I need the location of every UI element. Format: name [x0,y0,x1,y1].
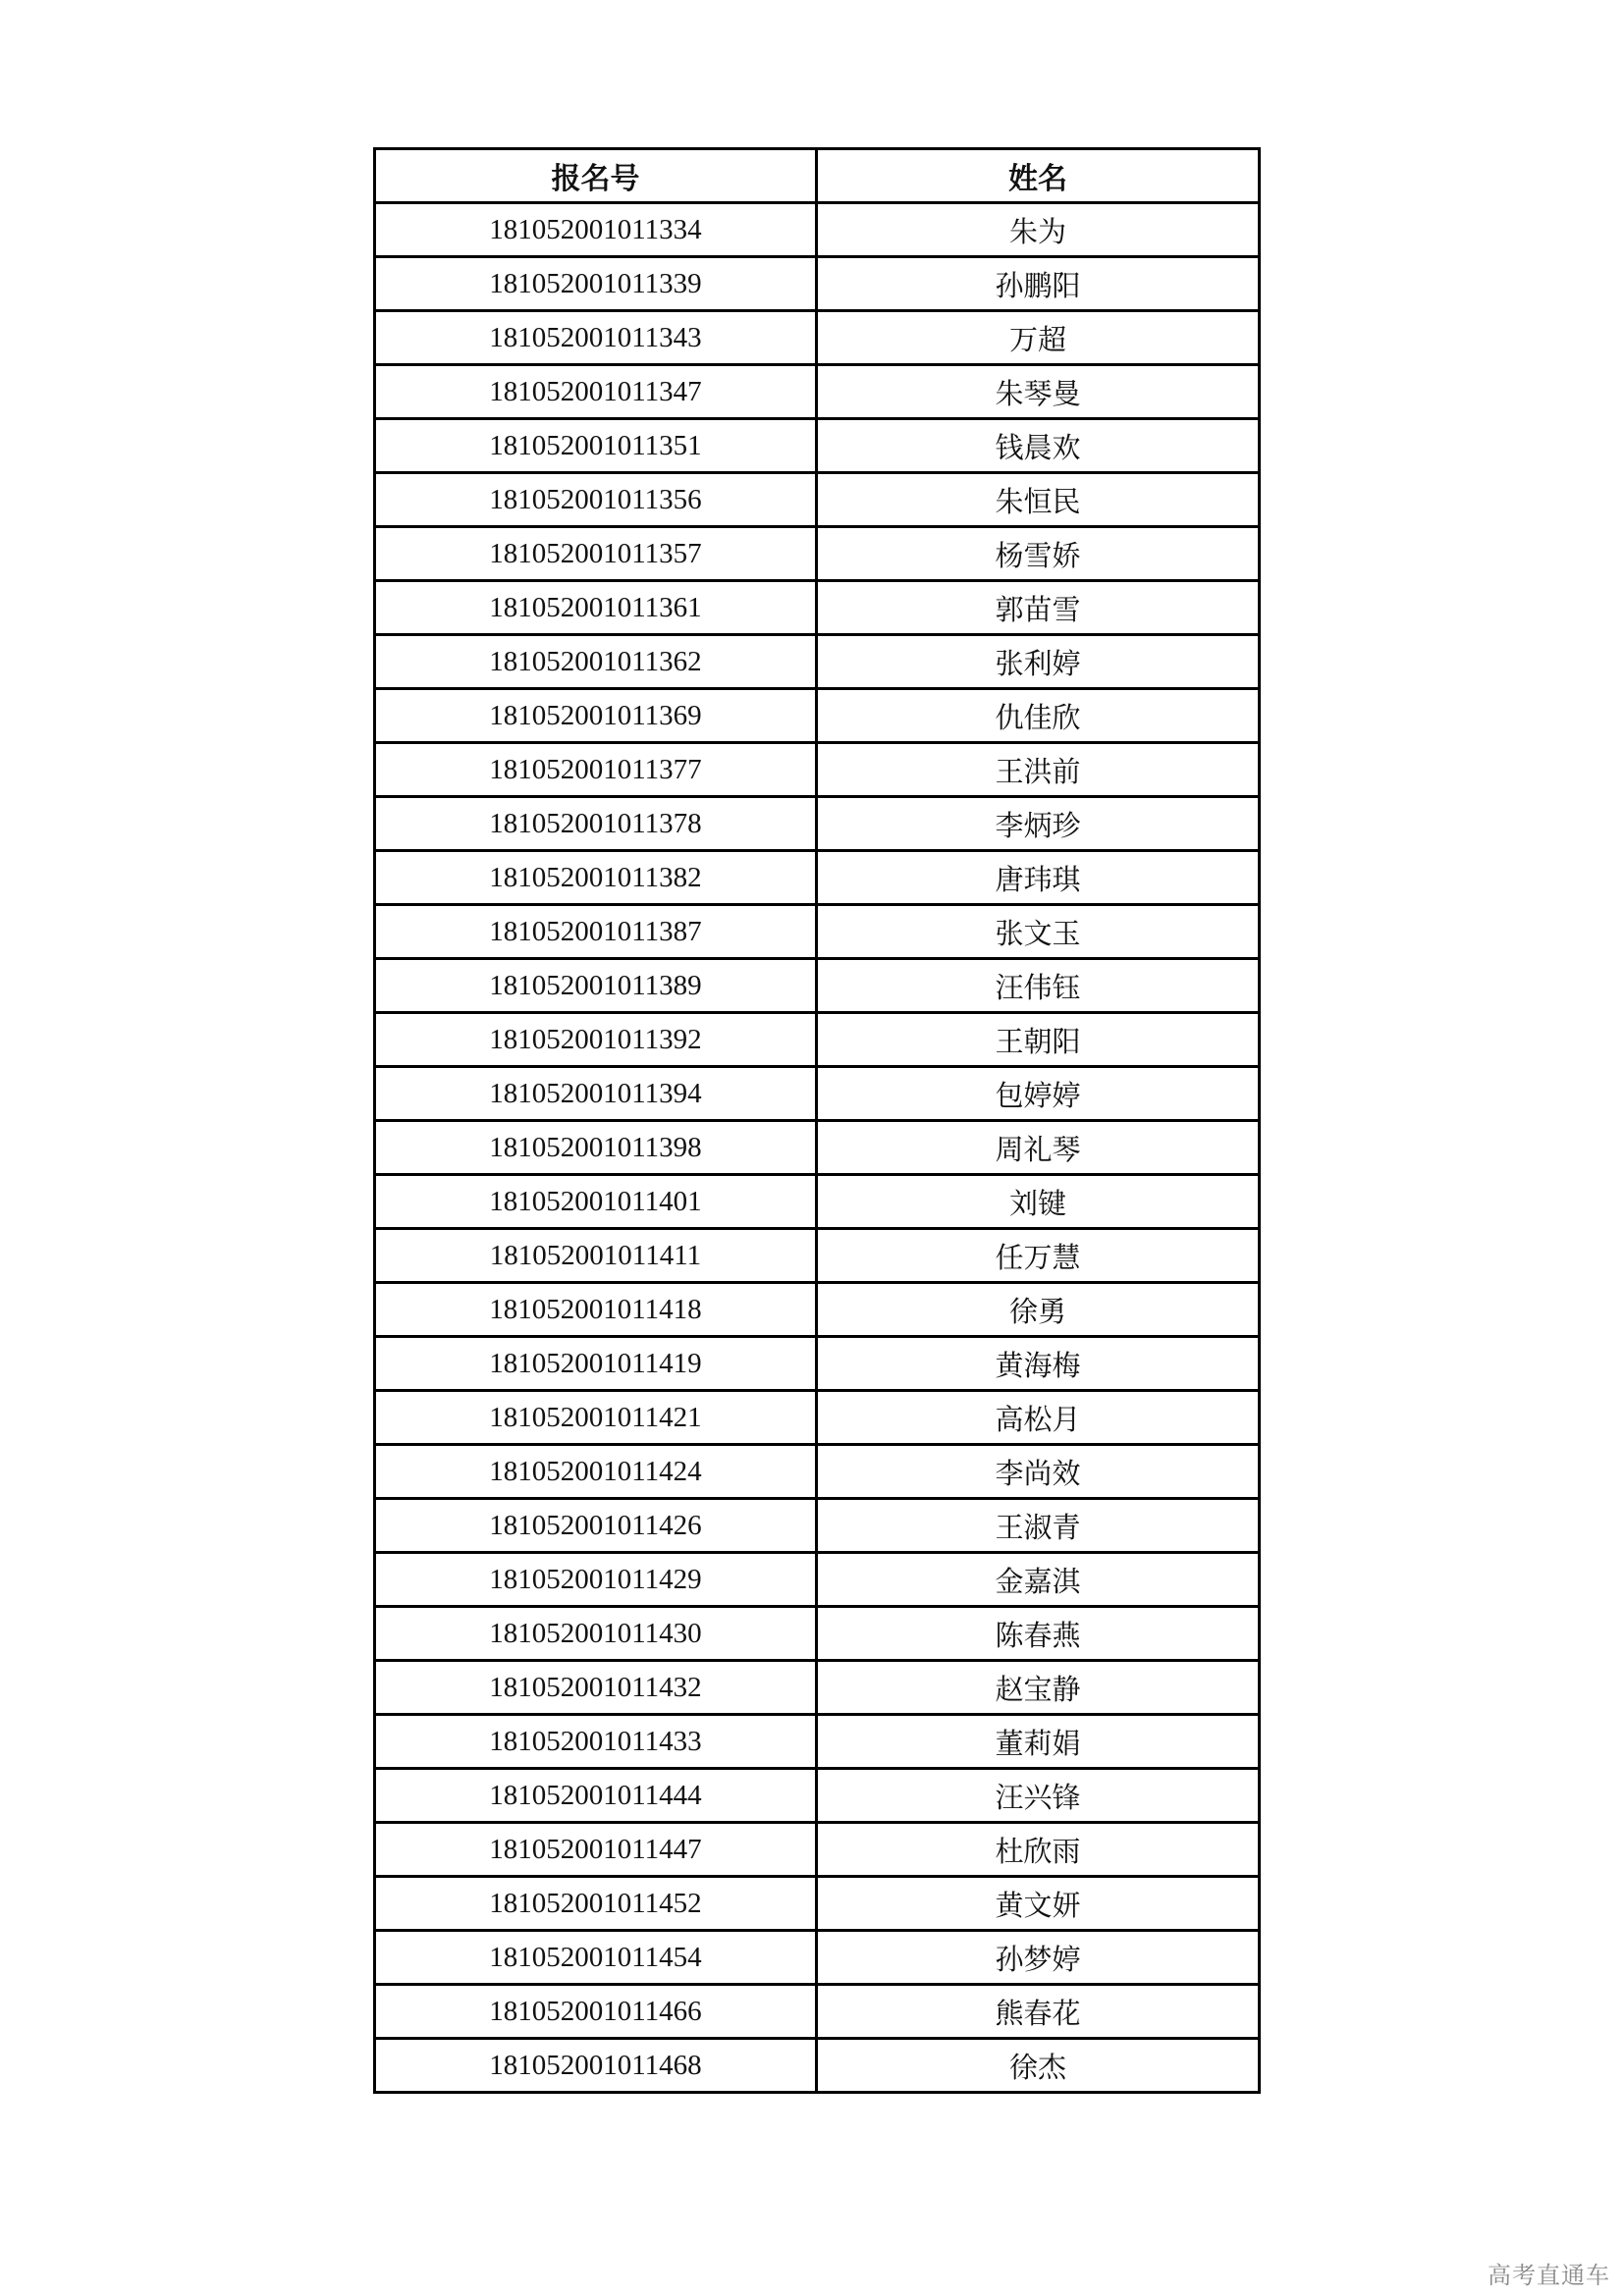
table-row [375,1337,1260,1391]
table-row [375,959,1260,1013]
registration-number-cell: 181052001011351 [375,419,817,473]
registration-number-cell: 181052001011394 [375,1067,817,1121]
table-row [375,1121,1260,1175]
name-cell: 汪伟钰 [816,959,1259,1013]
name-cell: 钱晨欢 [816,419,1259,473]
registration-number-cell: 181052001011347 [375,365,817,419]
name-cell: 汪兴锋 [816,1769,1259,1823]
header-registration-number: 报名号 [375,149,817,203]
registration-number-cell: 181052001011382 [375,851,817,905]
name-cell: 王洪前 [816,743,1259,797]
name-cell: 李炳珍 [816,797,1259,851]
table-row [375,1877,1260,1931]
name-cell: 王朝阳 [816,1013,1259,1067]
table-row [375,743,1260,797]
table-row [375,2039,1260,2093]
registration-number-cell: 181052001011339 [375,257,817,311]
name-cell: 杜欣雨 [816,1823,1259,1877]
table-row [375,1445,1260,1499]
name-cell: 仇佳欣 [816,689,1259,743]
name-cell: 徐杰 [816,2039,1259,2093]
table-row [375,527,1260,581]
name-cell: 李尚效 [816,1445,1259,1499]
table-row [375,1553,1260,1607]
name-cell: 熊春花 [816,1985,1259,2039]
registration-number-cell: 181052001011369 [375,689,817,743]
name-cell: 孙鹏阳 [816,257,1259,311]
registration-number-cell: 181052001011334 [375,203,817,257]
registration-number-cell: 181052001011401 [375,1175,817,1229]
registration-number-cell: 181052001011444 [375,1769,817,1823]
name-cell: 王淑青 [816,1499,1259,1553]
name-cell: 张利婷 [816,635,1259,689]
registration-number-cell: 181052001011357 [375,527,817,581]
table-row [375,1013,1260,1067]
name-cell: 黄海梅 [816,1337,1259,1391]
name-cell: 张文玉 [816,905,1259,959]
table-row [375,689,1260,743]
name-cell: 任万慧 [816,1229,1259,1283]
table-header-row [375,149,1260,203]
name-cell: 黄文妍 [816,1877,1259,1931]
registration-number-cell: 181052001011418 [375,1283,817,1337]
header-name: 姓名 [816,149,1259,203]
table-row [375,1175,1260,1229]
name-cell: 朱为 [816,203,1259,257]
registration-number-cell: 181052001011466 [375,1985,817,2039]
table-row [375,473,1260,527]
name-cell: 赵宝静 [816,1661,1259,1715]
registration-number-cell: 181052001011387 [375,905,817,959]
table-row [375,257,1260,311]
table-row [375,1823,1260,1877]
registration-number-cell: 181052001011433 [375,1715,817,1769]
registration-number-cell: 181052001011426 [375,1499,817,1553]
registration-number-cell: 181052001011430 [375,1607,817,1661]
name-cell: 孙梦婷 [816,1931,1259,1985]
table-row [375,905,1260,959]
table-row [375,1931,1260,1985]
registration-number-cell: 181052001011452 [375,1877,817,1931]
table-row [375,581,1260,635]
table-row [375,797,1260,851]
registration-number-cell: 181052001011356 [375,473,817,527]
registration-number-cell: 181052001011398 [375,1121,817,1175]
name-cell: 金嘉淇 [816,1553,1259,1607]
name-cell: 唐玮琪 [816,851,1259,905]
table-row [375,635,1260,689]
table-row [375,1229,1260,1283]
name-cell: 包婷婷 [816,1067,1259,1121]
registration-number-cell: 181052001011378 [375,797,817,851]
registration-number-cell: 181052001011429 [375,1553,817,1607]
table-row [375,1661,1260,1715]
registration-number-cell: 181052001011454 [375,1931,817,1985]
registration-number-cell: 181052001011343 [375,311,817,365]
table-row [375,1499,1260,1553]
table-row [375,311,1260,365]
registration-number-cell: 181052001011424 [375,1445,817,1499]
registration-number-cell: 181052001011421 [375,1391,817,1445]
table-row [375,1067,1260,1121]
table-row [375,1715,1260,1769]
registration-number-cell: 181052001011411 [375,1229,817,1283]
watermark-text: 高考直通车 [1488,2262,1610,2289]
registration-number-cell: 181052001011389 [375,959,817,1013]
registration-number-cell: 181052001011361 [375,581,817,635]
name-cell: 郭苗雪 [816,581,1259,635]
name-cell: 朱琴曼 [816,365,1259,419]
name-cell: 朱恒民 [816,473,1259,527]
table-row [375,1607,1260,1661]
registration-number-cell: 181052001011468 [375,2039,817,2093]
registration-number-cell: 181052001011392 [375,1013,817,1067]
name-cell: 陈春燕 [816,1607,1259,1661]
name-cell: 高松月 [816,1391,1259,1445]
table-row [375,1769,1260,1823]
table-row [375,851,1260,905]
registration-table [373,147,1261,2094]
name-cell: 杨雪娇 [816,527,1259,581]
table-row [375,365,1260,419]
registration-number-cell: 181052001011447 [375,1823,817,1877]
table-row [375,419,1260,473]
registration-number-cell: 181052001011419 [375,1337,817,1391]
registration-number-cell: 181052001011432 [375,1661,817,1715]
table-row [375,1391,1260,1445]
name-cell: 董莉娟 [816,1715,1259,1769]
name-cell: 刘键 [816,1175,1259,1229]
registration-number-cell: 181052001011362 [375,635,817,689]
name-cell: 万超 [816,311,1259,365]
name-cell: 徐勇 [816,1283,1259,1337]
registration-number-cell: 181052001011377 [375,743,817,797]
table-row [375,203,1260,257]
name-cell: 周礼琴 [816,1121,1259,1175]
table-row [375,1985,1260,2039]
table-row [375,1283,1260,1337]
